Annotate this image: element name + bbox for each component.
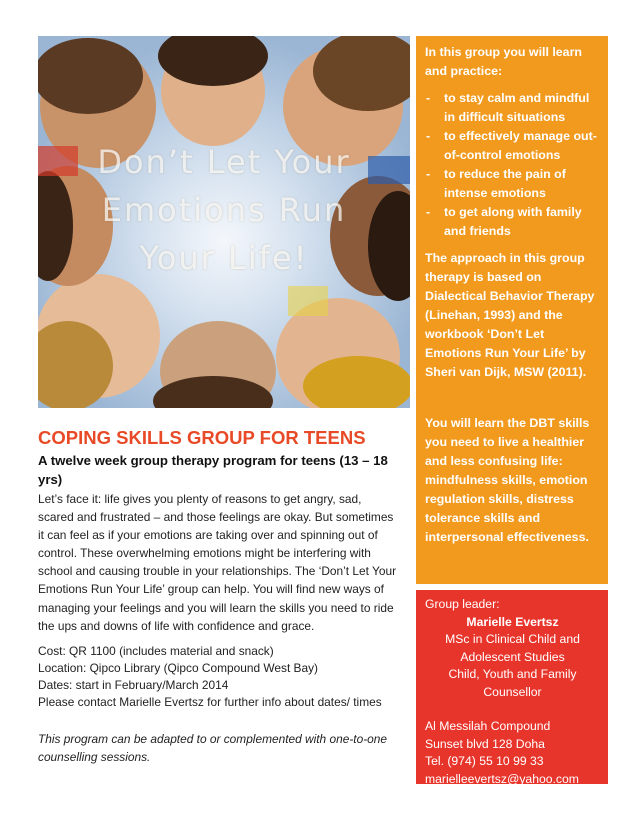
leader-role: Child, Youth and Family Counsellor	[448, 667, 577, 699]
adaptation-note: This program can be adapted to or complemented with one-to-one counselling sessions.	[38, 731, 387, 764]
leader-name: Marielle Evertsz	[466, 614, 559, 629]
hero-title-line: Emotions Run	[101, 191, 347, 229]
learning-item: - to stay calm and mindful in difficult situations	[425, 89, 600, 127]
hero-title	[38, 138, 410, 282]
location-line: Location: Qipco Library (Qipco Compound West Bay)	[38, 660, 318, 675]
page-title: COPING SKILLS GROUP FOR TEENS	[38, 427, 366, 448]
program-subtitle: A twelve week group therapy program for teens (13 – 18 yrs)	[38, 453, 388, 487]
address-line-1: Al Messilah Compound	[425, 719, 551, 733]
hero-title-line: Don’t Let Your	[97, 143, 351, 181]
learning-intro: In this group you will learn and practice:	[425, 45, 582, 78]
skills-text: You will learn the DBT skills you need to live a healthier and less confusing life: mindfulness skills, emotion regulation skills, distress tolerance skills and interpersonal effectiveness.	[425, 416, 590, 544]
program-description	[38, 426, 400, 766]
contact-line: Please contact Marielle Evertsz for further info about dates/ times	[38, 695, 382, 710]
program-body: Let’s face it: life gives you plenty of reasons to get angry, sad, scared and frustrated – and those feelings are okay. But sometimes it can feel as if your emotions are taking over and spinning out of control. These overwhelming emotions might be interfering with school and causing trouble in your relationships. The ‘Don’t Let Your Emotions Run Your Life’ group can help. You will find new ways of managing your feelings and you will learn the skills you need to ride the ups and downs of life with confidence and grace.	[38, 492, 397, 633]
program-details	[38, 643, 400, 712]
leader-panel	[416, 590, 608, 784]
hero-title-line: Your Life!	[139, 239, 309, 277]
learning-item: - to effectively manage out-of-control emotions	[425, 127, 600, 165]
cost-line: Cost: QR 1100 (includes material and snack)	[38, 643, 274, 658]
approach-text: The approach in this group therapy is based on Dialectical Behavior Therapy (Linehan, 1993) and the workbook ‘Don’t Let Emotions Run Your Life’ by Sheri van Dijk, MSW (2011).	[425, 251, 595, 379]
learning-list	[425, 89, 600, 241]
leader-credentials: MSc in Clinical Child and Adolescent Studies	[445, 632, 580, 664]
learning-item: - to reduce the pain of intense emotions	[425, 165, 600, 203]
learning-item: - to get along with family and friends	[425, 203, 600, 241]
learning-panel	[416, 36, 608, 584]
leader-label: Group leader:	[425, 597, 500, 611]
address-line-2: Sunset blvd 128 Doha	[425, 736, 545, 751]
phone-number: Tel. (974) 55 10 99 33	[425, 754, 544, 768]
email-address[interactable]: marielleevertsz@yahoo.com	[425, 771, 579, 786]
dates-line: Dates: start in February/March 2014	[38, 678, 229, 693]
